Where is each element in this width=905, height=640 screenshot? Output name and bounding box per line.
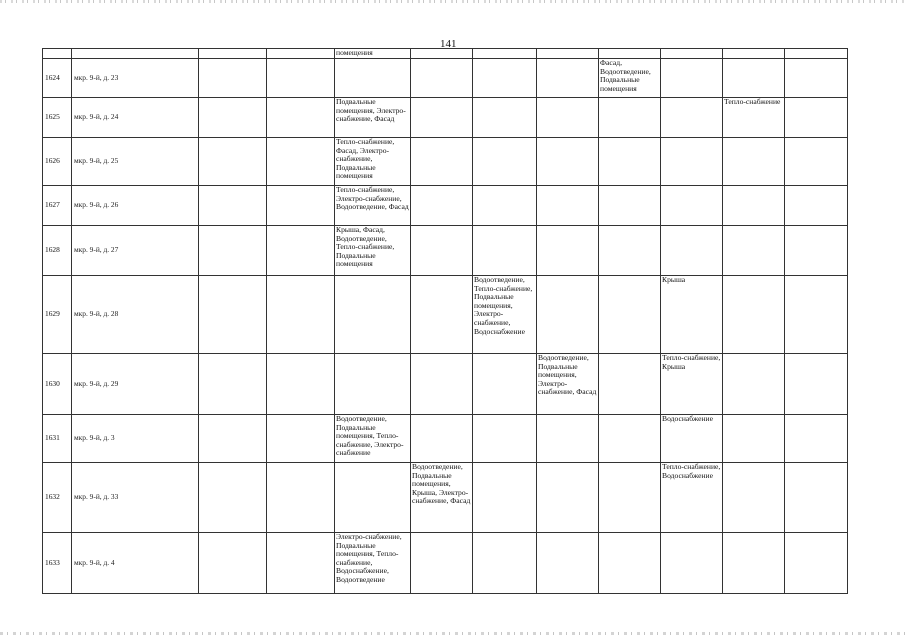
table-cell [473,59,537,98]
table-cell [473,463,537,533]
table-row [43,186,848,226]
table-cell [599,354,661,415]
table-cell [199,138,267,186]
row-number: 1625 [43,98,72,138]
table-cell [785,463,848,533]
table-cell [411,98,473,138]
table-cell [723,533,785,594]
table-cell [199,186,267,226]
row-number: 1633 [43,533,72,594]
table-cell [785,354,848,415]
address-cell: мкр. 9-й, д. 28 [72,276,199,354]
table-cell [723,276,785,354]
table-row [43,354,848,415]
table-cell: Электро-снабжение, Подвальные помещения, Тепло-снабжение, Водоснабжение, Водоотведение [335,533,411,594]
table-cell [473,186,537,226]
table-cell [537,59,599,98]
table-cell [267,533,335,594]
table-cell [661,98,723,138]
table-cell [473,49,537,59]
table-cell [267,276,335,354]
table-cell: Водоотведение, Подвальные помещения, Крыша, Электро-снабжение, Фасад [411,463,473,533]
address-cell: мкр. 9-й, д. 26 [72,186,199,226]
table-cell [411,226,473,276]
row-number: 1630 [43,354,72,415]
table-cell [267,49,335,59]
table-row [43,533,848,594]
table-cell [411,354,473,415]
table-cell [537,276,599,354]
table-cell [599,276,661,354]
table-row [43,226,848,276]
table-cell [785,415,848,463]
address-cell: мкр. 9-й, д. 23 [72,59,199,98]
table-cell [537,138,599,186]
repair-schedule-table [42,48,848,594]
table-cell [199,226,267,276]
table-cell [537,415,599,463]
table-row [43,463,848,533]
table-cell [411,533,473,594]
row-number: 1626 [43,138,72,186]
table-cell [723,186,785,226]
table-cell [599,49,661,59]
table-cell [199,533,267,594]
table-cell [267,186,335,226]
table-row-continuation [43,49,848,59]
address-cell: мкр. 9-й, д. 33 [72,463,199,533]
table-cell [473,354,537,415]
table-cell: Подвальные помещения, Электро-снабжение, Фасад [335,98,411,138]
table-cell [599,463,661,533]
table-cell: Тепло-снабжение, Фасад, Электро-снабжение, Подвальные помещения [335,138,411,186]
table-cell: Тепло-снабжение, Электро-снабжение, Водоотведение, Фасад [335,186,411,226]
row-number: 1632 [43,463,72,533]
table-cell: помещения [335,49,411,59]
table-cell: Тепло-снабжение, Крыша [661,354,723,415]
table-cell [473,415,537,463]
table-cell [661,49,723,59]
row-number: 1624 [43,59,72,98]
table-cell [335,276,411,354]
table-cell [335,354,411,415]
table-cell [661,138,723,186]
table-cell [537,533,599,594]
table-cell [723,463,785,533]
table-cell [537,186,599,226]
table-cell [473,533,537,594]
table-cell [723,49,785,59]
address-cell: мкр. 9-й, д. 4 [72,533,199,594]
table-cell [411,186,473,226]
table-cell [199,59,267,98]
table-cell [723,354,785,415]
table-cell [599,138,661,186]
table-row [43,98,848,138]
table-cell: Крыша, Фасад, Водоотведение, Тепло-снабжение, Подвальные помещения [335,226,411,276]
table-cell: Водоотведение, Подвальные помещения, Тепло-снабжение, Электро-снабжение [335,415,411,463]
table-cell [267,226,335,276]
table-row [43,415,848,463]
table-cell [411,415,473,463]
table-cell [43,49,72,59]
table-cell: Водоснабжение [661,415,723,463]
table-cell: Тепло-снабжение [723,98,785,138]
table-cell [267,138,335,186]
table-cell [661,226,723,276]
table-cell [723,138,785,186]
table-cell [335,59,411,98]
table-cell [599,98,661,138]
row-number: 1627 [43,186,72,226]
address-cell: мкр. 9-й, д. 27 [72,226,199,276]
scan-edge-bottom [0,632,905,635]
table-cell [661,186,723,226]
address-cell: мкр. 9-й, д. 29 [72,354,199,415]
table-cell [785,138,848,186]
table-cell [411,276,473,354]
table-cell [473,98,537,138]
table-cell: Водоотведение, Подвальные помещения, Электро-снабжение, Фасад [537,354,599,415]
table-cell [335,463,411,533]
table-cell [661,533,723,594]
table-cell [411,138,473,186]
table-cell [537,98,599,138]
table-cell [785,49,848,59]
table-cell [723,415,785,463]
address-cell: мкр. 9-й, д. 24 [72,98,199,138]
table-cell [473,226,537,276]
table-cell: Тепло-снабжение, Водоснабжение [661,463,723,533]
table-cell: Фасад, Водоотведение, Подвальные помещения [599,59,661,98]
table-cell [599,186,661,226]
table-cell [723,59,785,98]
table-row [43,59,848,98]
table-cell [785,98,848,138]
table-cell [599,226,661,276]
table-cell [537,463,599,533]
table-cell [785,276,848,354]
address-cell: мкр. 9-й, д. 25 [72,138,199,186]
table-cell [199,463,267,533]
table-cell [199,276,267,354]
table-cell [785,59,848,98]
table-cell [199,49,267,59]
table-cell [267,415,335,463]
table-cell [267,463,335,533]
table-cell: Водоотведение, Тепло-снабжение, Подвальные помещения, Электро-снабжение, Водоснабжение [473,276,537,354]
table-cell [599,533,661,594]
table-cell [72,49,199,59]
table-cell: Крыша [661,276,723,354]
table-cell [199,98,267,138]
table-cell [661,59,723,98]
table-cell [267,59,335,98]
table-row [43,138,848,186]
table-cell [267,98,335,138]
table-cell [785,533,848,594]
table-cell [473,138,537,186]
row-number: 1628 [43,226,72,276]
row-number: 1631 [43,415,72,463]
page-number: 141 [440,38,457,50]
address-cell: мкр. 9-й, д. 3 [72,415,199,463]
table-cell [723,226,785,276]
scan-edge-top [0,0,905,3]
table-cell [537,49,599,59]
table-cell [267,354,335,415]
row-number: 1629 [43,276,72,354]
table-cell [199,354,267,415]
table-cell [785,186,848,226]
table-cell [785,226,848,276]
table-cell [199,415,267,463]
table-cell [411,59,473,98]
table-cell [411,49,473,59]
table-cell [537,226,599,276]
table-cell [599,415,661,463]
table-row [43,276,848,354]
